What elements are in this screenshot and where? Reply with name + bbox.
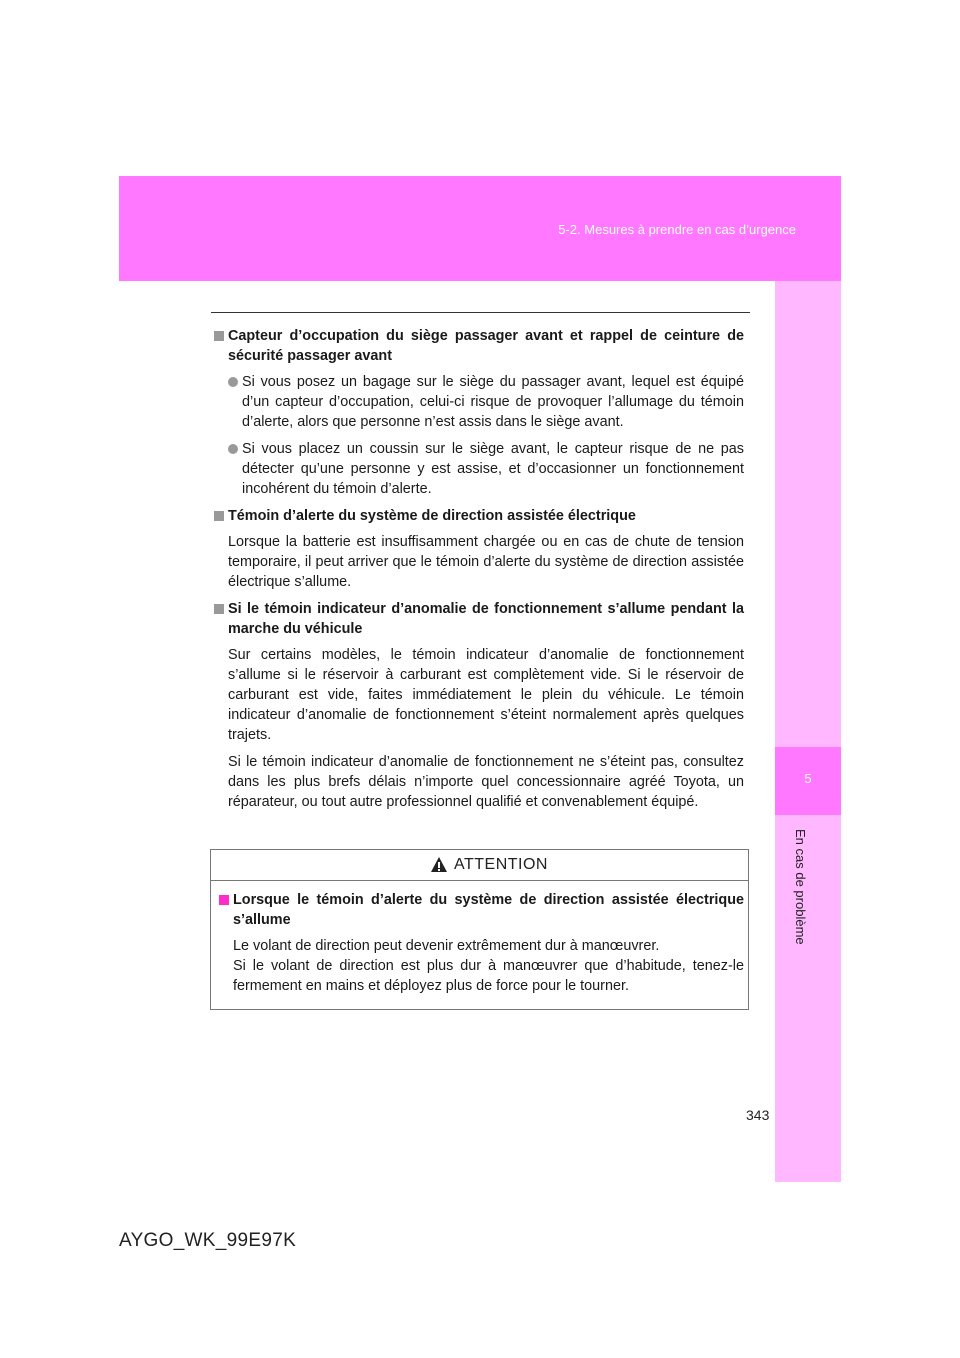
main-content xyxy=(214,326,744,819)
chapter-number: 5 xyxy=(804,771,812,786)
attention-line: Si le volant de direction est plus dur à manœuvrer que d’habitude, tenez-le fermement en mains et déployez plus de force pour le tourner. xyxy=(233,958,744,994)
heading-text: Témoin d’alerte du système de direction assistée électrique xyxy=(228,508,636,524)
section-title: 5-2. Mesures à prendre en cas d’urgence xyxy=(558,222,796,237)
square-bullet-icon xyxy=(219,895,229,905)
warning-triangle-icon xyxy=(430,856,448,873)
circle-bullet-icon xyxy=(228,444,238,454)
chapter-side-tab[interactable] xyxy=(775,281,841,1182)
header-band xyxy=(119,176,841,281)
paragraph: Sur certains modèles, le témoin indicateur d’anomalie de fonctionnement s’allume si le réservoir à carburant est complètement vide. Si le réservoir de carburant est vide, faites immédiatement le plein du véhicule. Le témoin indicateur d’anomalie de fonctionnement s’éteint normalement après quelques trajets. xyxy=(228,647,744,743)
section-heading xyxy=(214,506,744,526)
paragraph: Lorsque la batterie est insuffisamment chargée ou en cas de chute de tension temporaire, il peut arriver que le témoin d’alerte du système de direction assistée électrique s’allume. xyxy=(228,534,744,590)
chapter-label: En cas de problème xyxy=(793,829,808,945)
top-divider xyxy=(211,312,750,313)
attention-line: Le volant de direction peut devenir extrêmement dur à manœuvrer. xyxy=(233,938,660,954)
page-number: 343 xyxy=(746,1107,770,1123)
square-bullet-icon xyxy=(214,511,224,521)
heading-text: Lorsque le témoin d’alerte du système de direction assistée électrique s’allume xyxy=(233,892,744,928)
bullet-item xyxy=(228,439,744,499)
paragraph: Si le témoin indicateur d’anomalie de fonctionnement ne s’éteint pas, consultez dans les plus brefs délais n’importe quel concessionnaire agréé Toyota, un réparateur, ou tout autre professionnel qualifié et convenablement équipé. xyxy=(228,754,744,810)
square-bullet-icon xyxy=(214,331,224,341)
heading-text: Si le témoin indicateur d’anomalie de fonctionnement s’allume pendant la marche du véhicule xyxy=(228,601,744,637)
document-code: AYGO_WK_99E97K xyxy=(119,1230,297,1251)
attention-box xyxy=(210,849,749,1010)
heading-text: Capteur d’occupation du siège passager avant et rappel de ceinture de sécurité passager avant xyxy=(228,328,744,364)
square-bullet-icon xyxy=(214,604,224,614)
bullet-text: Si vous placez un coussin sur le siège avant, le capteur risque de ne pas détecter qu’une personne y est assise, et d’occasionner un fonctionnement incohérent du témoin d’alerte. xyxy=(242,441,744,497)
attention-title: ATTENTION xyxy=(454,856,548,873)
attention-header xyxy=(211,850,748,881)
chapter-number-block xyxy=(775,747,841,815)
attention-body xyxy=(219,890,744,996)
section-heading xyxy=(214,599,744,639)
bullet-item xyxy=(228,372,744,432)
bullet-text: Si vous posez un bagage sur le siège du passager avant, lequel est équipé d’un capteur d’occupation, celui-ci risque de provoquer l’allumage du témoin d’alerte, alors que personne n’est assis dans le siège avant. xyxy=(242,374,744,430)
attention-heading xyxy=(219,890,744,930)
section-heading xyxy=(214,326,744,366)
circle-bullet-icon xyxy=(228,377,238,387)
